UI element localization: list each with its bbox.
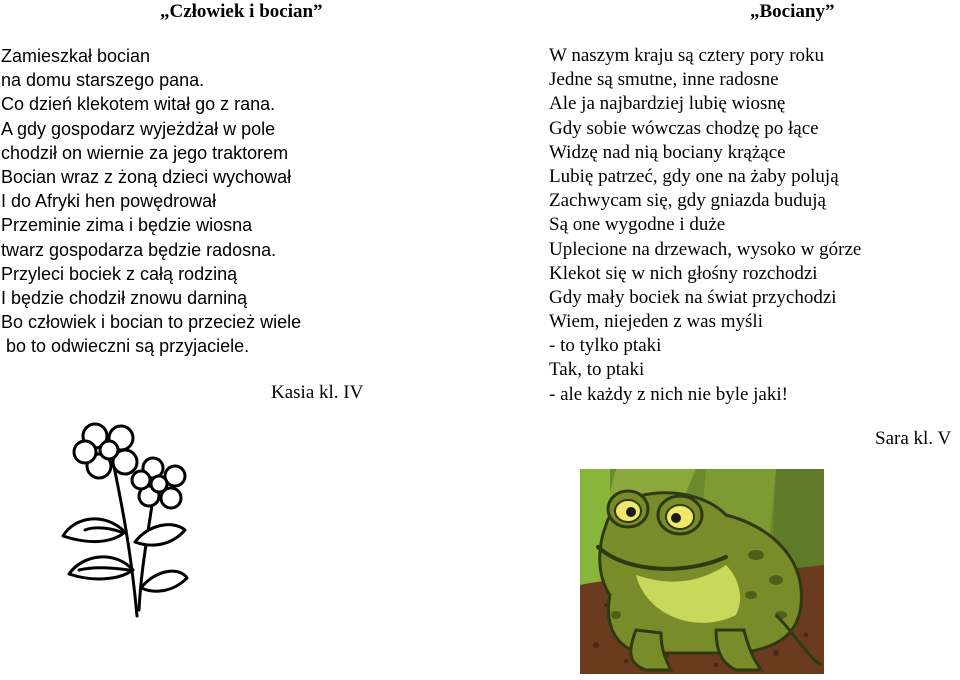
poem-line: Zamieszkał bocian: [1, 46, 151, 66]
poem-title-bociany: „Bociany”: [750, 1, 835, 22]
poem-line: - ale każdy z nich nie byle jaki!: [549, 383, 788, 405]
poem-line: na domu starszego pana.: [1, 70, 205, 91]
poem-line: I do Afryki hen powędrował: [1, 191, 217, 212]
poem-line: chodził on wiernie za jego traktorem: [1, 142, 289, 163]
poem-title-czlowiek-i-bocian: „Człowiek i bocian”: [160, 1, 323, 22]
poem-line: Jedne są smutne, inne radosne: [549, 69, 779, 91]
poem-line: Przeminie zima i będzie wiosna: [1, 215, 253, 236]
poem-line: Wiem, niejeden z was myśli: [549, 311, 763, 333]
poem-line: - to tylko ptaki: [549, 335, 662, 357]
poem-line: Bo człowiek i bocian to przecież wiele: [1, 312, 302, 333]
frog-icon: [576, 465, 828, 678]
poem-author-right: Sara kl. V: [875, 428, 952, 449]
poem-line: Uplecione na drzewach, wysoko w górze: [549, 238, 862, 260]
poem-line: bo to odwieczni są przyjaciele.: [1, 336, 250, 357]
poem-author-left: Kasia kl. IV: [271, 382, 364, 403]
poem-body-left: [1, 44, 301, 358]
poem-line: Zachwycam się, gdy gniazda budują: [549, 190, 826, 212]
poem-line: Tak, to ptaki: [549, 359, 645, 381]
poem-line: W naszym kraju są cztery pory roku: [549, 45, 825, 66]
poem-line: Gdy sobie wówczas chodzę po łące: [549, 117, 819, 139]
poem-line: Lubię patrzeć, gdy one na żaby polują: [549, 165, 839, 187]
poem-line: Są one wygodne i duże: [549, 214, 726, 236]
poem-line: Przyleci bociek z całą rodziną: [1, 263, 238, 284]
poem-line: twarz gospodarza będzie radosna.: [1, 239, 277, 260]
poem-line: Gdy mały bociek na świat przychodzi: [549, 286, 837, 308]
poem-line: Widzę nad nią bociany krążące: [549, 141, 786, 163]
poem-line: Ale ja najbardziej lubię wiosnę: [549, 93, 786, 115]
poem-line: Bocian wraz z żoną dzieci wychował: [1, 166, 292, 187]
poem-line: Co dzień klekotem witał go z rana.: [1, 94, 276, 115]
poem-body-right: [549, 44, 861, 407]
poem-line: Klekot się w nich głośny rozchodzi: [549, 262, 818, 284]
flower-icon: [55, 420, 195, 620]
poem-line: A gdy gospodarz wyjeżdżał w pole: [1, 118, 276, 139]
poem-line: I będzie chodził znowu darniną: [1, 287, 248, 308]
